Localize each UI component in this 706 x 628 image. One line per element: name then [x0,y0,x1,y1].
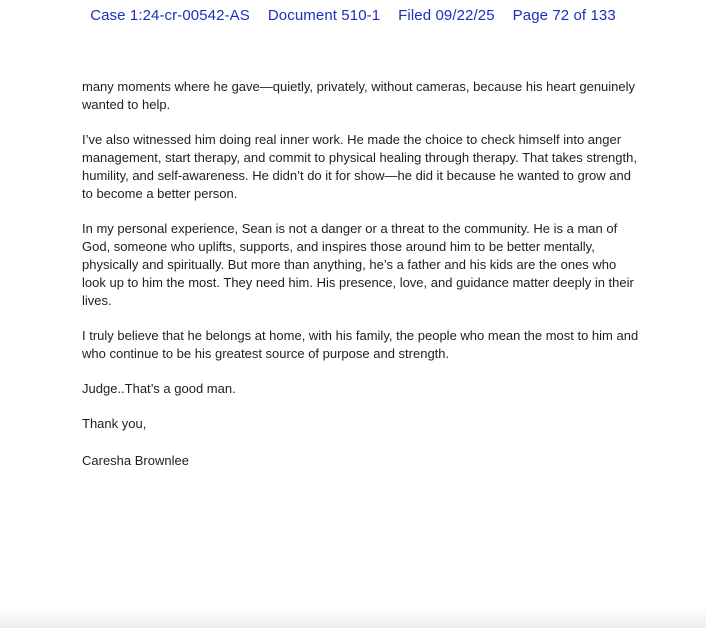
filed-date: Filed 09/22/25 [398,7,495,24]
page-bottom-edge [0,608,706,628]
letter-closing: Thank you, [82,416,147,431]
letter-body [82,78,642,450]
letter-paragraph: I’ve also witnessed him doing real inner work. He made the choice to check himself into anger management, start therapy, and commit to physical healing through therapy. That takes strength, humility, and self-awareness. He didn’t do it for show—he did it because he wanted to grow and to become a better person. [82,132,637,201]
letter-paragraph: In my personal experience, Sean is not a danger or a threat to the community. He is a man of God, someone who uplifts, supports, and inspires those around him to be better mentally, physically and spiritually. But more than anything, he’s a father and his kids are the ones who look up to him the most. They need him. His presence, love, and guidance matter deeply in their lives. [82,221,634,308]
letter-signature: Caresha Brownlee [82,453,189,468]
letter-paragraph: I truly believe that he belongs at home, with his family, the people who mean the most to him and who continue to be his greatest source of purpose and strength. [82,328,639,361]
letter-paragraph: Judge..That’s a good man. [82,381,236,396]
document-number: Document 510-1 [267,7,381,24]
page-number: Page 72 of 133 [512,7,616,24]
letter-paragraph: many moments where he gave—quietly, privately, without cameras, because his heart genuinely wanted to help. [82,79,636,112]
case-number: Case 1:24-cr-00542-AS [90,7,250,24]
court-filing-header [0,7,706,24]
